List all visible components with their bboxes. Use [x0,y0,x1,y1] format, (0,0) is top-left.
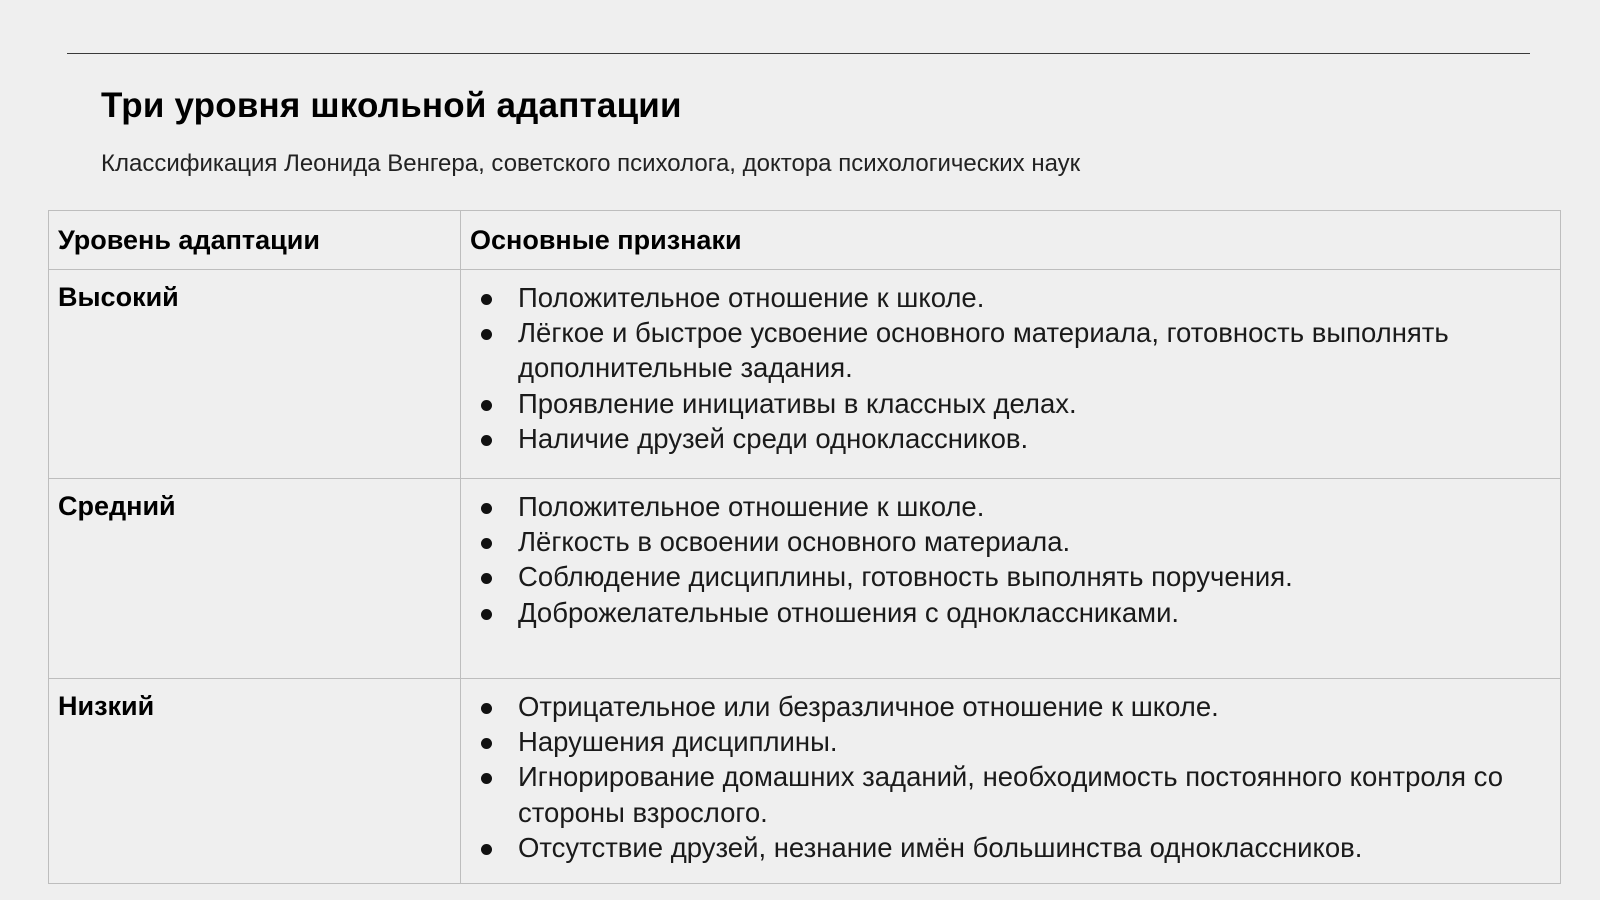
list-item: Отрицательное или безразличное отношение к школе. [461,689,1550,724]
level-label-medium: Средний [49,479,461,679]
list-item: Отсутствие друзей, незнание имён большинства одноклассников. [461,830,1550,865]
list-item: Наличие друзей среди одноклассников. [461,421,1550,456]
signs-list-high [461,280,1550,456]
list-item: Доброжелательные отношения с одноклассниками. [461,595,1550,630]
list-item: Игнорирование домашних заданий, необходимость постоянного контроля со стороны взрослого. [461,759,1550,829]
list-item: Положительное отношение к школе. [461,280,1550,315]
signs-cell-medium [461,479,1561,679]
table-row-medium [49,479,1561,679]
slide-title: Три уровня школьной адаптации [101,86,682,125]
list-item: Лёгкость в освоении основного материала. [461,524,1550,559]
list-item: Нарушения дисциплины. [461,724,1550,759]
table-row-high [49,270,1561,479]
adaptation-levels-table [48,210,1561,884]
list-item: Лёгкое и быстрое усвоение основного материала, готовность выполнять дополнительные задания. [461,315,1550,385]
top-divider [67,53,1530,54]
list-item: Соблюдение дисциплины, готовность выполнять поручения. [461,559,1550,594]
level-label-high: Высокий [49,270,461,479]
header-level: Уровень адаптации [49,211,461,270]
slide-subtitle: Классификация Леонида Венгера, советского психолога, доктора психологических наук [101,150,1081,177]
level-label-low: Низкий [49,679,461,884]
list-item: Положительное отношение к школе. [461,489,1550,524]
signs-list-low [461,689,1550,865]
signs-cell-high [461,270,1561,479]
header-signs: Основные признаки [461,211,1561,270]
signs-cell-low [461,679,1561,884]
table-row-low [49,679,1561,884]
table-header-row [49,211,1561,270]
signs-list-medium [461,489,1550,630]
list-item: Проявление инициативы в классных делах. [461,386,1550,421]
